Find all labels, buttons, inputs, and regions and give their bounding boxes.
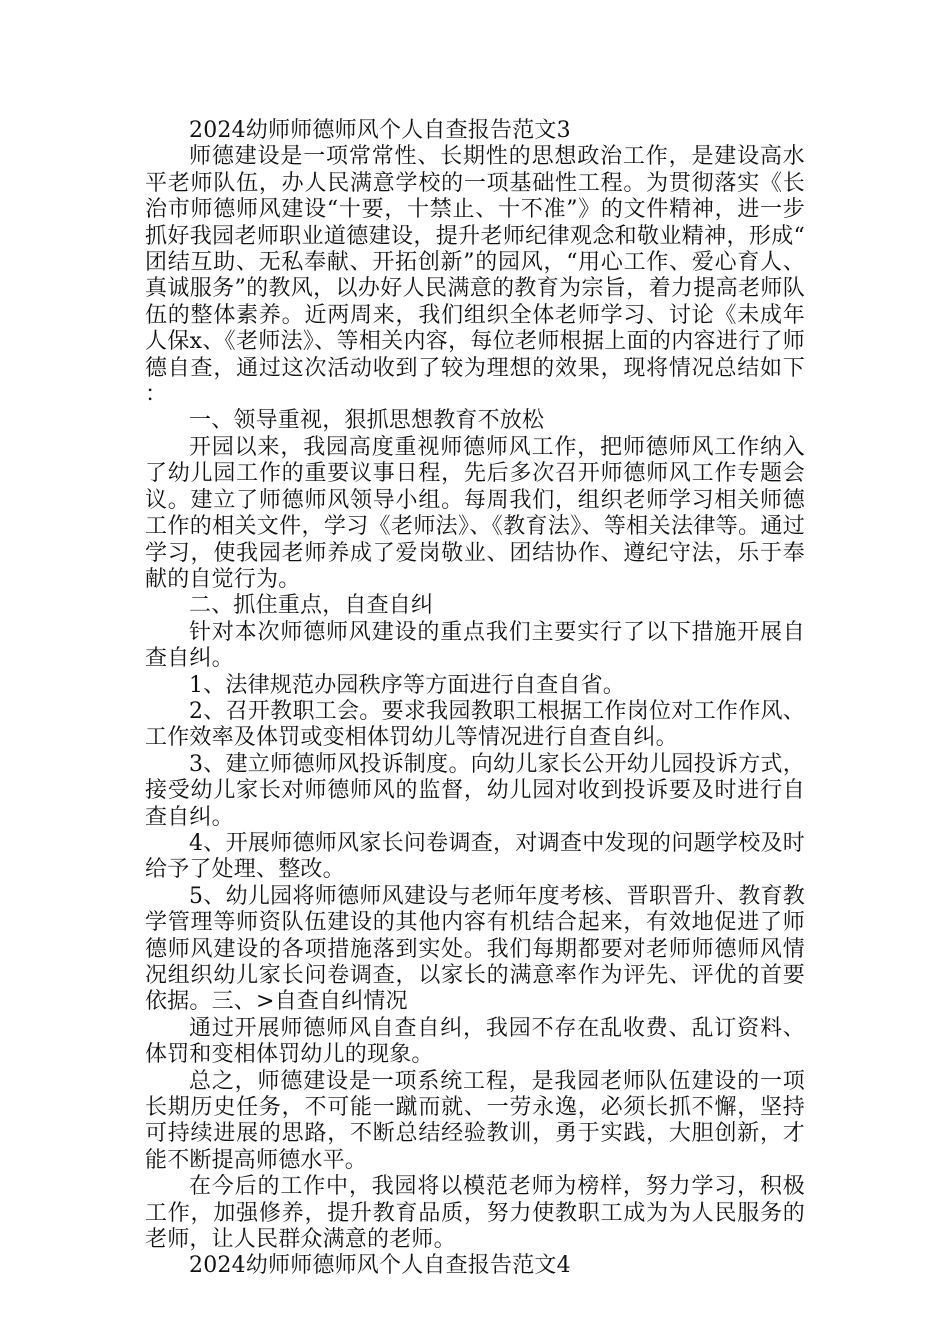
section-2-intro: 针对本次师德师风建设的重点我们主要实行了以下措施开展自查自纠。: [145, 619, 805, 672]
section-heading-2: 二、抓住重点，自查自纠: [189, 593, 434, 619]
measure-2: 2、召开教职工会。要求我园教职工根据工作岗位对工作作风、工作效率及体罚或变相体罚幼儿等情况进行自查自纠。: [145, 698, 805, 751]
section-1-paragraph: 开园以来，我园高度重视师德师风工作，把师德师风工作纳入了幼儿园工作的重要议事日程，先后多次召开师德师风工作专题会议。建立了师德师风领导小组。每周我们，组织老师学习相关师德工作的相关文件，学习《老师法》、《教育法》、等相关法律等。通过学习，使我园老师养成了爱岗敬业、团结协作、遵纪守法，乐于奉献的自觉行为。: [145, 434, 805, 592]
measure-4: 4、开展师德师风家长问卷调查，对调查中发现的问题学校及时给予了处理、整改。: [145, 830, 805, 883]
heading-sample-4: 2024幼师师德师风个人自查报告范文4: [189, 1253, 571, 1279]
summary-paragraph: 总之，师德建设是一项系统工程，是我园老师队伍建设的一项长期历史任务，不可能一蹴而就、一劳永逸，必须长抓不懈，坚持可持续进展的思路，不断总结经验教训，勇于实践，大胆创新，才能不断提高师德水平。: [145, 1068, 805, 1173]
measure-3: 3、建立师德师风投诉制度。向幼儿家长公开幼儿园投诉方式，接受幼儿家长对师德师风的监督，幼儿园对收到投诉要及时进行自查自纠。: [145, 751, 805, 830]
heading-sample-3: 2024幼师师德师风个人自查报告范文3: [189, 118, 571, 143]
section-heading-1: 一、领导重视，狠抓思想教育不放松: [189, 408, 545, 434]
intro-paragraph: 师德建设是一项常常性、长期性的思想政治工作，是建设高水平老师队伍，办人民满意学校的一项基础性工程。为贯彻落实《长治市师德师风建设“十要，十禁止、十不准”》的文件精神，进一步抓好我园老师职业道德建设，提升老师纪律观念和敬业精神，形成“团结互助、无私奉献、开拓创新”的园风，“用心工作、爱心育人、真诚服务”的教风，以办好人民满意的教育为宗旨，着力提高老师队伍的整体素养。近两周来，我们组织全体老师学习、讨论《未成年人保x、《老师法》、等相关内容，每位老师根据上面的内容进行了师德自查，通过这次活动收到了较为理想的效果，现将情况总结如下：: [145, 144, 805, 408]
closing-paragraph: 在今后的工作中，我园将以模范老师为榜样，努力学习，积极工作，加强修养，提升教育品质，努力使教职工成为为人民服务的老师，让人民群众满意的老师。: [145, 1174, 805, 1253]
document-page: [145, 118, 805, 1280]
measure-1: 1、法律规范办园秩序等方面进行自查自省。: [189, 672, 625, 698]
measure-5: 5、幼儿园将师德师风建设与老师年度考核、晋职晋升、教育教学管理等师资队伍建设的其他内容有机结合起来，有效地促进了师德师风建设的各项措施落到实处。我们每期都要对老师师德师风情况组织幼儿家长问卷调查，以家长的满意率作为评先、评优的首要依据。三、>自查自纠情况: [145, 883, 805, 1015]
section-3-paragraph: 通过开展师德师风自查自纠，我园不存在乱收费、乱订资料、体罚和变相体罚幼儿的现象。: [145, 1015, 805, 1068]
